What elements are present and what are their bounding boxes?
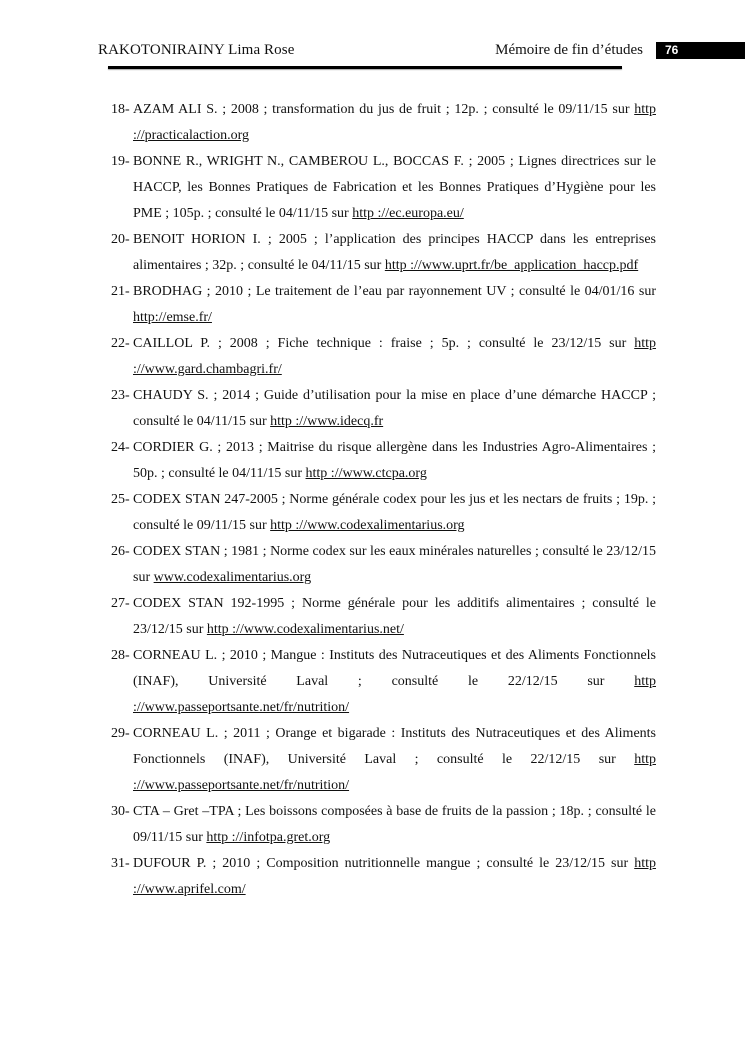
reference-number: 18-: [111, 102, 130, 117]
reference-text: CORNEAU L. ; 2010 ; Mangue : Instituts des Nutraceutiques et des Aliments Fonctionnels (INAF), Université Laval ; consulté le 22/12/15 sur: [133, 648, 656, 689]
reference-link[interactable]: http ://www.gard.chambagri.fr/: [133, 336, 656, 377]
reference-item: [111, 383, 656, 435]
reference-text: CODEX STAN 192-1995 ; Norme générale pour les additifs alimentaires ; consulté le 23/12/15 sur: [133, 596, 656, 637]
reference-number: 28-: [111, 648, 130, 663]
reference-link[interactable]: http://emse.fr/: [133, 310, 212, 325]
reference-link[interactable]: http ://www.passeportsante.net/fr/nutrition/: [133, 752, 656, 793]
reference-text: CODEX STAN 247-2005 ; Norme générale codex pour les jus et les nectars de fruits ; 19p. ; consulté le 09/11/15 sur: [133, 492, 656, 533]
reference-item: [111, 227, 656, 279]
reference-text: CTA – Gret –TPA ; Les boissons composées à base de fruits de la passion ; 18p. ; consulté le 09/11/15 sur: [133, 804, 656, 845]
reference-link[interactable]: http ://www.passeportsante.net/fr/nutrition/: [133, 674, 656, 715]
reference-number: 25-: [111, 492, 130, 507]
reference-link[interactable]: http ://infotpa.gret.org: [206, 830, 331, 845]
reference-number: 30-: [111, 804, 130, 819]
reference-number: 26-: [111, 544, 130, 559]
header-divider: [108, 66, 622, 69]
reference-text: DUFOUR P. ; 2010 ; Composition nutritionnelle mangue ; consulté le 23/12/15 sur: [133, 856, 635, 871]
reference-item: [111, 97, 656, 149]
reference-link[interactable]: http ://ec.europa.eu/: [352, 206, 464, 221]
document-title: Mémoire de fin d’études: [495, 42, 643, 58]
reference-link[interactable]: http ://www.aprifel.com/: [133, 856, 656, 897]
page-number: 76: [656, 42, 745, 59]
reference-item: [111, 591, 656, 643]
reference-item: [111, 721, 656, 799]
reference-item: [111, 279, 656, 331]
reference-number: 22-: [111, 336, 130, 351]
reference-item: [111, 435, 656, 487]
reference-number: 29-: [111, 726, 130, 741]
reference-number: 21-: [111, 284, 130, 299]
reference-item: [111, 149, 656, 227]
reference-link[interactable]: http ://practicalaction.org: [133, 102, 656, 143]
reference-number: 31-: [111, 856, 130, 871]
reference-link[interactable]: http ://www.codexalimentarius.net/: [206, 622, 404, 637]
reference-number: 27-: [111, 596, 130, 611]
reference-text: CORDIER G. ; 2013 ; Maitrise du risque allergène dans les Industries Agro-Alimentaires ; 50p. ; consulté le 04/11/15 sur: [133, 440, 656, 481]
reference-link[interactable]: http ://www.uprt.fr/be_application_haccp.pdf: [384, 258, 639, 273]
reference-number: 20-: [111, 232, 130, 247]
reference-link[interactable]: www.codexalimentarius.org: [153, 570, 312, 585]
reference-text: AZAM ALI S. ; 2008 ; transformation du jus de fruit ; 12p. ; consulté le 09/11/15 sur: [133, 102, 635, 117]
author-name: RAKOTONIRAINY Lima Rose: [98, 42, 295, 58]
reference-text: BONNE R., WRIGHT N., CAMBEROU L., BOCCAS F. ; 2005 ; Lignes directrices sur le HACCP, les Bonnes Pratiques de Fabrication et les Bonnes Pratiques d’Hygiène pour les PME ; 105p. ; consulté le 04/11/15 sur: [133, 154, 656, 221]
reference-list: [111, 97, 656, 903]
reference-text: CAILLOL P. ; 2008 ; Fiche technique : fraise ; 5p. ; consulté le 23/12/15 sur: [133, 336, 635, 351]
reference-number: 19-: [111, 154, 130, 169]
reference-item: [111, 539, 656, 591]
reference-number: 24-: [111, 440, 130, 455]
reference-link[interactable]: http ://www.idecq.fr: [270, 414, 384, 429]
reference-link[interactable]: http ://www.codexalimentarius.org: [270, 518, 465, 533]
reference-item: [111, 799, 656, 851]
reference-item: [111, 487, 656, 539]
reference-item: [111, 331, 656, 383]
reference-link[interactable]: http ://www.ctcpa.org: [305, 466, 427, 481]
reference-text: CORNEAU L. ; 2011 ; Orange et bigarade : Instituts des Nutraceutiques et des Aliments Fonctionnels (INAF), Université Laval ; consulté le 22/12/15 sur: [133, 726, 656, 767]
reference-text: CHAUDY S. ; 2014 ; Guide d’utilisation pour la mise en place d’une démarche HACCP ; consulté le 04/11/15 sur: [133, 388, 656, 429]
reference-text: CODEX STAN ; 1981 ; Norme codex sur les eaux minérales naturelles ; consulté le 23/12/15 sur: [133, 544, 656, 585]
reference-item: [111, 643, 656, 721]
reference-number: 23-: [111, 388, 130, 403]
reference-text: BRODHAG ; 2010 ; Le traitement de l’eau par rayonnement UV ; consulté le 04/01/16 sur: [133, 284, 656, 299]
reference-text: BENOIT HORION I. ; 2005 ; l’application des principes HACCP dans les entreprises alimentaires ; 32p. ; consulté le 04/11/15 sur: [133, 232, 656, 273]
reference-item: [111, 851, 656, 903]
